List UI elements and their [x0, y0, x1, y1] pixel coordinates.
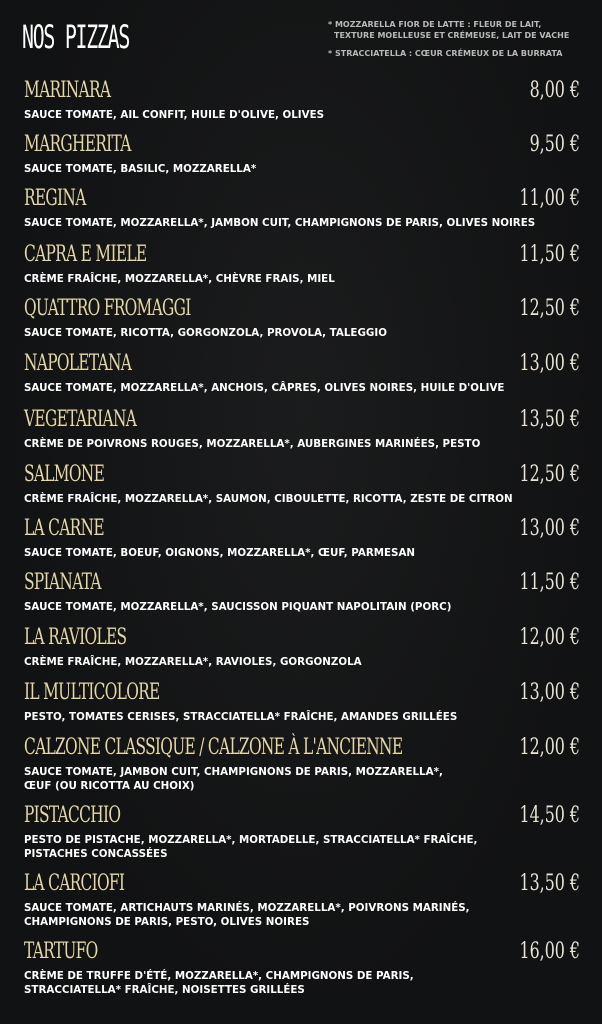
pizza-description: SAUCE TOMATE, MOZZARELLA*, ANCHOIS, CÂPRES, OLIVES NOIRES, HUILE D'OLIVE: [24, 382, 505, 394]
pizza-price: 12,50 €: [519, 296, 580, 321]
pizza-price: 11,50 €: [519, 570, 580, 595]
pizza-price: 13,00 €: [519, 351, 580, 376]
pizza-name: MARINARA: [24, 78, 111, 103]
pizza-description: CRÈME FRAÎCHE, MOZZARELLA*, CHÈVRE FRAIS, MIEL: [24, 273, 335, 285]
footnote-mozzarella: [328, 19, 578, 41]
pizza-price: 8,00 €: [529, 78, 580, 103]
pizza-price: 13,00 €: [519, 680, 580, 705]
pizza-name: IL MULTICOLORE: [24, 680, 160, 705]
pizza-name: NAPOLETANA: [24, 351, 132, 376]
pizza-name: LA CARCIOFI: [24, 871, 125, 896]
pizza-description: SAUCE TOMATE, MOZZARELLA*, SAUCISSON PIQUANT NAPOLITAIN (PORC): [24, 601, 452, 613]
pizza-description: SAUCE TOMATE, RICOTTA, GORGONZOLA, PROVOLA, TALEGGIO: [24, 327, 387, 339]
pizza-description: CRÈME FRAÎCHE, MOZZARELLA*, SAUMON, CIBOULETTE, RICOTTA, ZESTE DE CITRON: [24, 493, 513, 505]
pizza-price: 16,00 €: [519, 939, 580, 964]
pizza-description: CRÈME DE POIVRONS ROUGES, MOZZARELLA*, AUBERGINES MARINÉES, PESTO: [24, 438, 481, 450]
footnotes: [328, 19, 578, 66]
pizza-price: 12,50 €: [519, 462, 580, 487]
pizza-name: SALMONE: [24, 462, 105, 487]
pizza-price: 11,00 €: [519, 186, 580, 211]
pizza-price: 11,50 €: [519, 242, 580, 267]
pizza-name: LA CARNE: [24, 516, 104, 541]
pizza-description: SAUCE TOMATE, JAMBON CUIT, CHAMPIGNONS DE PARIS, MOZZARELLA*, ŒUF (OU RICOTTA AU CHOIX): [24, 766, 443, 792]
pizza-name: CALZONE CLASSIQUE / CALZONE À L'ANCIENNE: [24, 735, 403, 760]
pizza-description: SAUCE TOMATE, BASILIC, MOZZARELLA*: [24, 163, 257, 175]
pizza-price: 13,50 €: [519, 871, 580, 896]
pizza-description: SAUCE TOMATE, ARTICHAUTS MARINÉS, MOZZARELLA*, POIVRONS MARINÉS, CHAMPIGNONS DE PARIS, PESTO, OLIVES NOIRES: [24, 902, 470, 928]
footnote-line: * MOZZARELLA FIOR DE LATTE : FLEUR DE LAIT,: [328, 20, 542, 29]
pizza-price: 9,50 €: [529, 132, 580, 157]
pizza-price: 13,50 €: [519, 407, 580, 432]
pizza-name: MARGHERITA: [24, 132, 131, 157]
pizza-description: PESTO, TOMATES CERISES, STRACCIATELLA* FRAÎCHE, AMANDES GRILLÉES: [24, 711, 458, 723]
pizza-name: PISTACCHIO: [24, 803, 121, 828]
pizza-price: 14,50 €: [519, 803, 580, 828]
pizza-name: CAPRA E MIELE: [24, 242, 147, 267]
pizza-name: QUATTRO FROMAGGI: [24, 296, 191, 321]
page-title: NOS PIZZAS: [22, 18, 130, 56]
pizza-description: SAUCE TOMATE, AIL CONFIT, HUILE D'OLIVE, OLIVES: [24, 109, 325, 121]
pizza-description: SAUCE TOMATE, MOZZARELLA*, JAMBON CUIT, CHAMPIGNONS DE PARIS, OLIVES NOIRES: [24, 217, 536, 229]
pizza-name: LA RAVIOLES: [24, 625, 127, 650]
pizza-name: TARTUFO: [24, 939, 98, 964]
footnote-stracciatella: [328, 48, 578, 59]
pizza-description: SAUCE TOMATE, BOEUF, OIGNONS, MOZZARELLA*, ŒUF, PARMESAN: [24, 547, 416, 559]
pizza-name: VEGETARIANA: [24, 407, 137, 432]
pizza-price: 12,00 €: [519, 735, 580, 760]
pizza-name: REGINA: [24, 186, 86, 211]
pizza-name: SPIANATA: [24, 570, 101, 595]
pizza-description: CRÈME FRAÎCHE, MOZZARELLA*, RAVIOLES, GORGONZOLA: [24, 656, 362, 668]
footnote-line: TEXTURE MOELLEUSE ET CRÉMEUSE, LAIT DE VACHE: [334, 31, 570, 40]
pizza-price: 12,00 €: [519, 625, 580, 650]
pizza-description: CRÈME DE TRUFFE D'ÉTÉ, MOZZARELLA*, CHAMPIGNONS DE PARIS, STRACCIATELLA* FRAÎCHE, NOISETTES GRILLÉES: [24, 970, 414, 996]
footnote-line: * STRACCIATELLA : CŒUR CRÉMEUX DE LA BURRATA: [328, 49, 563, 58]
pizza-description: PESTO DE PISTACHE, MOZZARELLA*, MORTADELLE, STRACCIATELLA* FRAÎCHE, PISTACHES CONCASSÉES: [24, 834, 478, 860]
pizza-price: 13,00 €: [519, 516, 580, 541]
